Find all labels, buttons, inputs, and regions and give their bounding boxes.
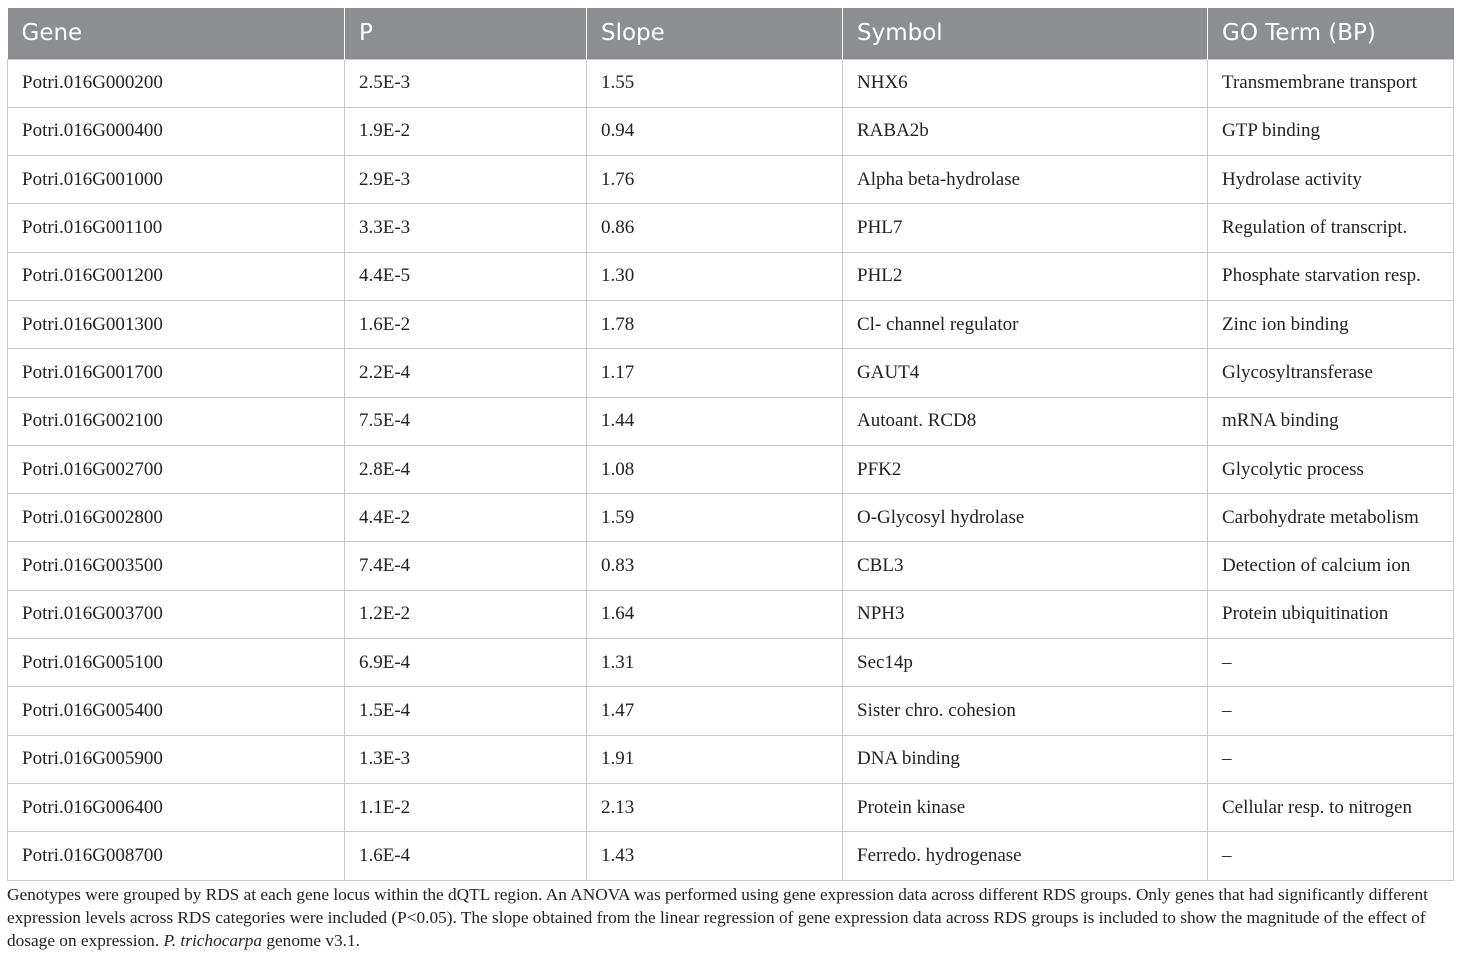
cell-symbol: Sec14p [843, 639, 1208, 687]
cell-p: 4.4E-5 [345, 252, 587, 300]
cell-go-term: Glycolytic process [1208, 445, 1454, 493]
table-row [8, 735, 1454, 783]
table-row [8, 639, 1454, 687]
cell-gene: Potri.016G006400 [8, 783, 345, 831]
footnote-tail: genome v3.1. [262, 931, 360, 950]
header-p: P [345, 8, 587, 59]
cell-symbol: PHL7 [843, 204, 1208, 252]
cell-symbol: O-Glycosyl hydrolase [843, 494, 1208, 542]
cell-slope: 1.78 [587, 300, 843, 348]
cell-gene: Potri.016G005400 [8, 687, 345, 735]
header-go-term: GO Term (BP) [1208, 8, 1454, 59]
cell-gene: Potri.016G002700 [8, 445, 345, 493]
cell-slope: 1.47 [587, 687, 843, 735]
cell-slope: 1.17 [587, 349, 843, 397]
cell-p: 1.3E-3 [345, 735, 587, 783]
table-row [8, 687, 1454, 735]
cell-symbol: GAUT4 [843, 349, 1208, 397]
cell-go-term: Hydrolase activity [1208, 156, 1454, 204]
cell-gene: Potri.016G005900 [8, 735, 345, 783]
cell-gene: Potri.016G005100 [8, 639, 345, 687]
cell-slope: 1.44 [587, 397, 843, 445]
cell-symbol: RABA2b [843, 107, 1208, 155]
cell-gene: Potri.016G008700 [8, 832, 345, 880]
cell-gene: Potri.016G001700 [8, 349, 345, 397]
cell-go-term: Protein ubiquitination [1208, 590, 1454, 638]
cell-p: 7.5E-4 [345, 397, 587, 445]
table-row [8, 494, 1454, 542]
cell-p: 1.9E-2 [345, 107, 587, 155]
cell-slope: 1.31 [587, 639, 843, 687]
cell-symbol: Ferredo. hydrogenase [843, 832, 1208, 880]
cell-slope: 0.94 [587, 107, 843, 155]
cell-symbol: PFK2 [843, 445, 1208, 493]
cell-p: 1.2E-2 [345, 590, 587, 638]
cell-p: 1.6E-2 [345, 300, 587, 348]
cell-symbol: NHX6 [843, 59, 1208, 107]
table-row [8, 59, 1454, 107]
cell-slope: 1.30 [587, 252, 843, 300]
cell-symbol: Sister chro. cohesion [843, 687, 1208, 735]
cell-symbol: DNA binding [843, 735, 1208, 783]
table-row [8, 204, 1454, 252]
cell-go-term: – [1208, 639, 1454, 687]
cell-slope: 1.55 [587, 59, 843, 107]
cell-p: 1.6E-4 [345, 832, 587, 880]
cell-p: 2.5E-3 [345, 59, 587, 107]
table-row [8, 107, 1454, 155]
cell-symbol: NPH3 [843, 590, 1208, 638]
table-row [8, 783, 1454, 831]
cell-slope: 1.64 [587, 590, 843, 638]
cell-slope: 1.91 [587, 735, 843, 783]
cell-go-term: mRNA binding [1208, 397, 1454, 445]
header-gene: Gene [8, 8, 345, 59]
cell-symbol: Autoant. RCD8 [843, 397, 1208, 445]
table-body [8, 59, 1454, 880]
table-footnote [7, 883, 1455, 952]
cell-go-term: Detection of calcium ion [1208, 542, 1454, 590]
cell-go-term: Regulation of transcript. [1208, 204, 1454, 252]
cell-symbol: PHL2 [843, 252, 1208, 300]
cell-go-term: Phosphate starvation resp. [1208, 252, 1454, 300]
table-row [8, 252, 1454, 300]
cell-go-term: Glycosyltransferase [1208, 349, 1454, 397]
cell-gene: Potri.016G003700 [8, 590, 345, 638]
cell-go-term: Cellular resp. to nitrogen [1208, 783, 1454, 831]
cell-slope: 0.86 [587, 204, 843, 252]
cell-go-term: – [1208, 735, 1454, 783]
table-row [8, 832, 1454, 880]
header-symbol: Symbol [843, 8, 1208, 59]
cell-gene: Potri.016G002800 [8, 494, 345, 542]
cell-p: 2.2E-4 [345, 349, 587, 397]
cell-symbol: Protein kinase [843, 783, 1208, 831]
cell-gene: Potri.016G003500 [8, 542, 345, 590]
cell-go-term: – [1208, 687, 1454, 735]
table-row [8, 397, 1454, 445]
cell-symbol: CBL3 [843, 542, 1208, 590]
table-row [8, 349, 1454, 397]
cell-go-term: Zinc ion binding [1208, 300, 1454, 348]
cell-p: 1.5E-4 [345, 687, 587, 735]
cell-p: 6.9E-4 [345, 639, 587, 687]
table-row [8, 445, 1454, 493]
cell-go-term: Carbohydrate metabolism [1208, 494, 1454, 542]
cell-p: 3.3E-3 [345, 204, 587, 252]
cell-go-term: GTP binding [1208, 107, 1454, 155]
cell-slope: 0.83 [587, 542, 843, 590]
cell-gene: Potri.016G001200 [8, 252, 345, 300]
cell-symbol: Alpha beta-hydrolase [843, 156, 1208, 204]
data-table-container [7, 8, 1453, 881]
table-row [8, 590, 1454, 638]
cell-p: 4.4E-2 [345, 494, 587, 542]
table-row [8, 156, 1454, 204]
cell-gene: Potri.016G002100 [8, 397, 345, 445]
cell-p: 7.4E-4 [345, 542, 587, 590]
table-header-row [8, 8, 1454, 59]
cell-p: 2.8E-4 [345, 445, 587, 493]
gene-table [7, 8, 1454, 881]
cell-slope: 1.43 [587, 832, 843, 880]
cell-p: 2.9E-3 [345, 156, 587, 204]
cell-slope: 1.08 [587, 445, 843, 493]
cell-gene: Potri.016G001300 [8, 300, 345, 348]
footnote-text: Genotypes were grouped by RDS at each gene locus within the dQTL region. An ANOVA was performed using gene expression data across different RDS groups. Only genes that had significantly different expression levels across RDS categories were included (P<0.05). The slope obtained from the linear regression of gene expression data across RDS groups is included to show the magnitude of the effect of dosage on expression. [7, 885, 1428, 950]
cell-gene: Potri.016G000400 [8, 107, 345, 155]
cell-slope: 1.59 [587, 494, 843, 542]
footnote-species: P. trichocarpa [163, 931, 263, 950]
cell-go-term: – [1208, 832, 1454, 880]
cell-slope: 1.76 [587, 156, 843, 204]
cell-slope: 2.13 [587, 783, 843, 831]
table-row [8, 300, 1454, 348]
cell-go-term: Transmembrane transport [1208, 59, 1454, 107]
cell-p: 1.1E-2 [345, 783, 587, 831]
table-row [8, 542, 1454, 590]
cell-gene: Potri.016G001100 [8, 204, 345, 252]
cell-gene: Potri.016G000200 [8, 59, 345, 107]
header-slope: Slope [587, 8, 843, 59]
cell-symbol: Cl- channel regulator [843, 300, 1208, 348]
cell-gene: Potri.016G001000 [8, 156, 345, 204]
